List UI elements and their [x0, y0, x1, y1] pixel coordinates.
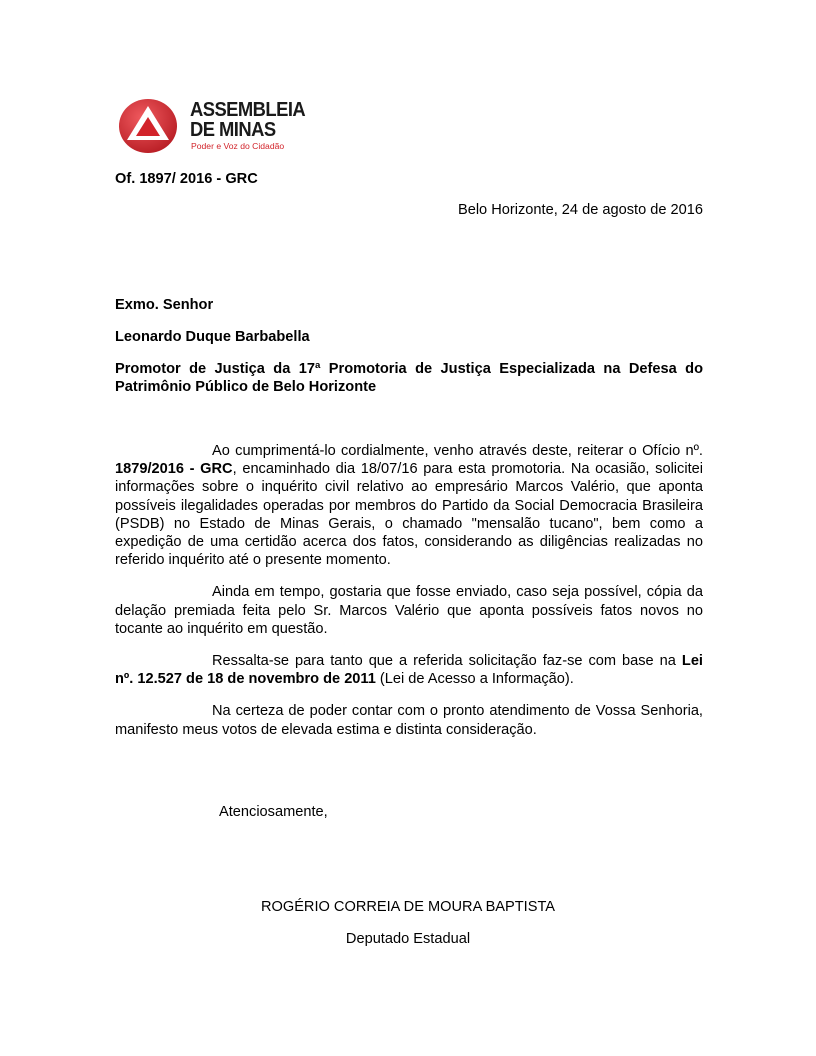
letter-body: [115, 442, 703, 753]
document-reference: Of. 1897/ 2016 - GRC: [115, 171, 258, 187]
logo-text-line1: ASSEMBLEIA: [190, 99, 306, 121]
p1-text-start: Ao cumprimentá-lo cordialmente, venho através deste, reiterar o Ofício nº.: [212, 443, 703, 459]
signature-role: Deputado Estadual: [345, 931, 471, 947]
recipient-title: Promotor de Justiça da 17ª Promotoria de Justiça Especializada na Defesa do Patrimônio Público de Belo Horizonte: [115, 361, 703, 395]
recipient-salutation: Exmo. Senhor: [115, 297, 214, 313]
logo-text-line2: DE MINAS: [190, 119, 276, 141]
p1-office-number: 1879/2016 - GRC: [115, 461, 233, 478]
p3-law-reference: Lei nº. 12.527 de 18 de novembro de 2011: [115, 653, 703, 688]
body-paragraph-2: Ainda em tempo, gostaria que fosse enviado, caso seja possível, cópia da delação premiada feita pelo Sr. Marcos Valério que aponta possíveis fatos novos no tocante ao inquérito em questão.: [115, 584, 703, 637]
recipient-name: Leonardo Duque Barbabella: [115, 329, 310, 345]
logo-emblem-icon: [118, 98, 178, 154]
place-date: Belo Horizonte, 24 de agosto de 2016: [457, 202, 703, 218]
signature-name: ROGÉRIO CORREIA DE MOURA BAPTISTA: [260, 899, 556, 915]
p3-text-end: (Lei de Acesso a Informação).: [375, 671, 574, 688]
assembly-logo: [118, 98, 318, 156]
body-paragraph-1: [115, 442, 703, 569]
p1-text-end: , encaminhado dia 18/07/16 para esta promotoria. Na ocasião, solicitei informações sobre o inquérito civil relativo ao empresário Marcos Valério, que aponta possíveis ilegalidades operadas por membros do Partido da Social Democracia Brasileira (PSDB) no Estado de Minas Gerais, o chamado "mensalão tucano", bem como a expedição de uma certidão acerca dos fatos, considerando as diligências realizadas no referido inquérito até o presente momento.: [115, 461, 704, 569]
body-paragraph-4: Na certeza de poder contar com o pronto atendimento de Vossa Senhoria, manifesto meus votos de elevada estima e distinta consideração.: [115, 703, 703, 738]
logo-tagline: Poder e Voz do Cidadão: [191, 141, 285, 151]
p3-text-start: Ressalta-se para tanto que a referida solicitação faz-se com base na: [212, 653, 682, 670]
body-paragraph-3: [115, 652, 703, 688]
closing: Atenciosamente,: [219, 804, 328, 820]
